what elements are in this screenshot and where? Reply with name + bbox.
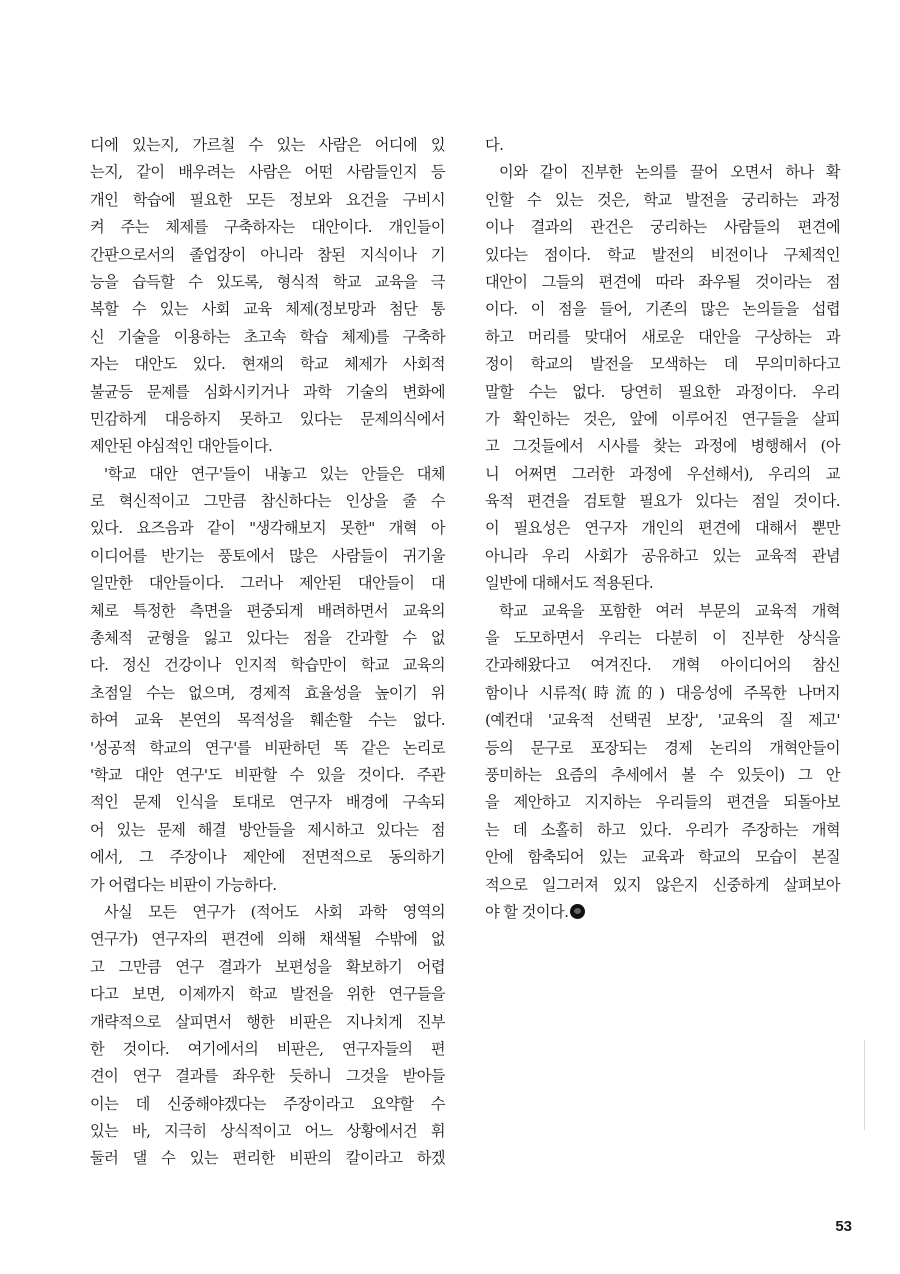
text-line: 이다. 이 점을 들어, 기존의 많은 논의들을 섭렵 (485, 300, 840, 319)
text-line: 을 제안하고 지지하는 우리들의 편견을 되돌아보 (485, 793, 840, 812)
text-line: 불균등 문제를 심화시키거나 과학 기술의 변화에 (90, 382, 445, 401)
text-line: 민감하게 대응하지 못하고 있다는 문제의식에서 (90, 409, 445, 428)
text-line: 풍미하는 요즘의 추세에서 볼 수 있듯이) 그 안 (485, 765, 840, 784)
text-line: 제안된 야심적인 대안들이다. (90, 437, 273, 456)
text-line: 다. 정신 건강이나 인지적 학습만이 학교 교육의 (90, 656, 445, 675)
text-line: 간판으로서의 졸업장이 아니라 참된 지식이나 기 (90, 245, 445, 264)
text-line: 있다. 요즈음과 같이 "생각해보지 못한" 개혁 아 (90, 519, 445, 538)
text-line: 로 혁신적이고 그만큼 참신하다는 인상을 줄 수 (90, 492, 445, 511)
text-line: 적으로 일그러져 있지 않은지 신중하게 살펴보아 (485, 875, 840, 894)
text-line: 신 기술을 이용하는 초고속 학습 체제)를 구축하 (90, 327, 445, 346)
text-line: 이나 결과의 관건은 궁리하는 사람들의 편견에 (485, 218, 840, 237)
text-line: 체로 특정한 측면을 편중되게 배려하면서 교육의 (90, 601, 445, 620)
text-line: 연구가) 연구자의 편견에 의해 채색될 수밖에 없 (90, 930, 445, 949)
text-line: 고 그만큼 연구 결과가 보편성을 확보하기 어렵 (90, 957, 445, 976)
text-line: 있다는 점이다. 학교 발전의 비전이나 구체적인 (485, 245, 840, 264)
paragraph-start-line: 학교 교육을 포함한 여러 부문의 교육적 개혁 (499, 601, 840, 620)
last-line (485, 899, 840, 926)
text-line: 하여 교육 본연의 목적성을 훼손할 수는 없다. (90, 711, 445, 730)
text-line: 총체적 균형을 잃고 있다는 점을 간과할 수 없 (90, 629, 445, 648)
text-line: 초점일 수는 없으며, 경제적 효율성을 높이기 위 (90, 683, 445, 702)
text-line: 일반에 대해서도 적용된다. (485, 574, 654, 593)
text-line: 말할 수는 없다. 당연히 필요한 과정이다. 우리 (485, 382, 840, 401)
text-line: 디에 있는지, 가르칠 수 있는 사람은 어디에 있 (90, 136, 445, 154)
text-line: 니 어쩌면 그러한 과정에 우선해서), 우리의 교 (485, 464, 840, 483)
text-line: 을 도모하면서 우리는 다분히 이 진부한 상식을 (485, 629, 840, 648)
text-line: '성공적 학교의 연구'를 비판하던 똑 같은 논리로 (90, 738, 445, 757)
right-text-column (485, 132, 840, 926)
text-line: '학교 대안 연구'도 비판할 수 있을 것이다. 주관 (90, 765, 445, 784)
text-line: 켜 주는 체제를 구축하자는 대안이다. 개인들이 (90, 218, 445, 237)
scan-artifact (864, 1040, 865, 1130)
text-line: 다고 보면, 이제까지 학교 발전을 위한 연구들을 (90, 985, 445, 1004)
text-line: 자는 대안도 있다. 현재의 학교 체제가 사회적 (90, 355, 445, 374)
text-line: 이는 데 신중해야겠다는 주장이라고 요약할 수 (90, 1094, 445, 1113)
text-line: 가 어렵다는 비판이 가능하다. (90, 875, 277, 894)
text-line: 안에 함축되어 있는 교육과 학교의 모습이 본질 (485, 848, 840, 867)
text-line: 한 것이다. 여기에서의 비판은, 연구자들의 편 (90, 1039, 445, 1058)
page-number: 53 (835, 1218, 852, 1235)
text-line: 대안이 그들의 편견에 따라 좌우될 것이라는 점 (485, 272, 840, 291)
text-line: 이디어를 반기는 풍토에서 많은 사람들이 귀기울 (90, 546, 445, 565)
text-line: 일만한 대안들이다. 그러나 제안된 대안들이 대 (90, 574, 445, 593)
text-line: 이 필요성은 연구자 개인의 편견에 대해서 뿐만 (485, 519, 840, 538)
end-of-article-icon (570, 904, 585, 919)
text-line: 는 데 소홀히 하고 있다. 우리가 주장하는 개혁 (485, 820, 840, 839)
text-line: 견이 연구 결과를 좌우한 듯하니 그것을 받아들 (90, 1067, 445, 1086)
text-line: 육적 편견을 검토할 필요가 있다는 점일 것이다. (485, 492, 840, 511)
text-line: 능을 습득할 수 있도록, 형식적 학교 교육을 극 (90, 272, 445, 291)
text-line: 개략적으로 살피면서 행한 비판은 지나치게 진부 (90, 1012, 445, 1031)
text-line: 등의 문구로 포장되는 경제 논리의 개혁안들이 (485, 738, 840, 757)
text-line: 복할 수 있는 사회 교육 체제(정보망과 첨단 통 (90, 300, 445, 319)
text-line: 어 있는 문제 해결 방안들을 제시하고 있다는 점 (90, 820, 445, 839)
text-line: 다. (485, 136, 504, 154)
text-line: 간과해왔다고 여겨진다. 개혁 아이디어의 참신 (485, 656, 840, 675)
text-line: 인할 수 있는 것은, 학교 발전을 궁리하는 과정 (485, 190, 840, 209)
text-line: 둘러 댈 수 있는 편리한 비판의 칼이라고 하겠 (90, 1149, 445, 1168)
text-line: 고 그것들에서 시사를 찾는 과정에 병행해서 (아 (485, 437, 840, 456)
paragraph-start-line: 이와 같이 진부한 논의를 끌어 오면서 하나 확 (499, 163, 840, 182)
text-line: 아니라 우리 사회가 공유하고 있는 교육적 관념 (485, 546, 840, 565)
last-line-text: 야 할 것이다. (485, 902, 569, 921)
paragraph-start-line: 사실 모든 연구가 (적어도 사회 과학 영역의 (104, 902, 445, 921)
text-line: 정이 학교의 발전을 모색하는 데 무의미하다고 (485, 355, 840, 374)
text-line: 에서, 그 주장이나 제안에 전면적으로 동의하기 (90, 848, 445, 867)
text-line: 있는 바, 지극히 상식적이고 어느 상황에서건 휘 (90, 1122, 445, 1141)
text-line: 하고 머리를 맞대어 새로운 대안을 구상하는 과 (485, 327, 840, 346)
paragraph-start-line: '학교 대안 연구'들이 내놓고 있는 안들은 대체 (104, 464, 445, 483)
text-line: 개인 학습에 필요한 모든 정보와 요건을 구비시 (90, 190, 445, 209)
text-line: 적인 문제 인식을 토대로 연구자 배경에 구속되 (90, 793, 445, 812)
left-text-column (90, 132, 445, 1173)
text-line: 는지, 같이 배우려는 사람은 어떤 사람들인지 등 (90, 163, 445, 182)
text-line: (예컨대 '교육적 선택권 보장', '교육의 질 제고' (485, 711, 840, 730)
text-line: 가 확인하는 것은, 앞에 이루어진 연구들을 살피 (485, 409, 840, 428)
text-line: 함이나 시류적(時流的) 대응성에 주목한 나머지 (485, 683, 840, 702)
